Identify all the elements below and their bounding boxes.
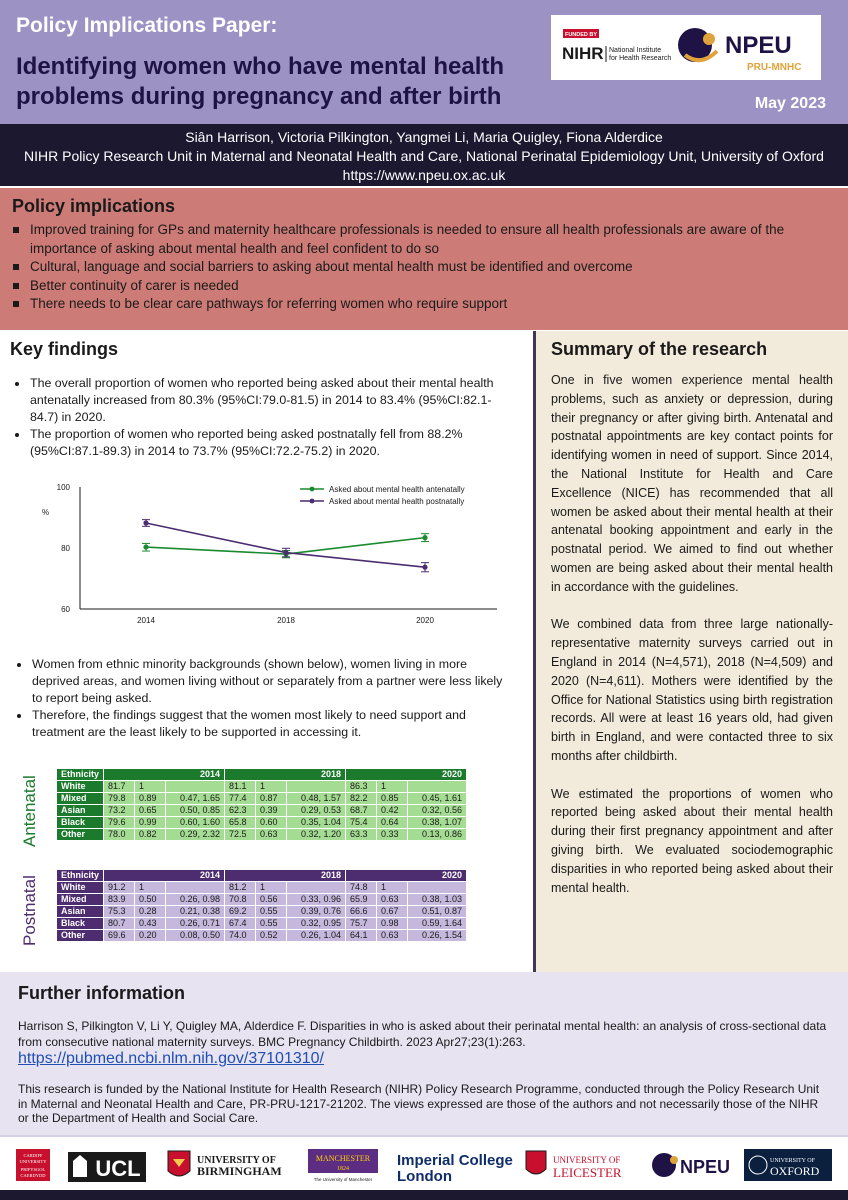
finding-bullet: Women from ethnic minority backgrounds (shown below), women living in more deprived areas, and women living without or separately from a partner were less likely to report being asked.	[14, 656, 504, 707]
table-cell	[287, 781, 345, 792]
table-header-row	[57, 769, 466, 780]
table-row	[57, 894, 466, 905]
table-cell: 0.82	[135, 829, 165, 840]
table-row	[57, 918, 466, 929]
table-cell: 0.63	[377, 894, 407, 905]
table-cell: 1	[256, 781, 286, 792]
manchester-logo	[308, 1149, 378, 1182]
oxford-logo	[744, 1149, 832, 1181]
table-cell: 0.38, 1.07	[408, 817, 466, 828]
table-cell: 0.60	[256, 817, 286, 828]
table-row-label: Asian	[57, 906, 103, 917]
further-information-section	[0, 972, 848, 1135]
table-row	[57, 882, 466, 893]
authors-bar	[0, 124, 848, 186]
table-year-header: 2018	[225, 769, 345, 780]
table-cell: 75.3	[104, 906, 134, 917]
table-row	[57, 805, 466, 816]
table-cell: 0.42	[377, 805, 407, 816]
table-cell: 72.5	[225, 829, 255, 840]
table-cell: 70.8	[225, 894, 255, 905]
oxford-text-1: UNIVERSITY OF	[770, 1158, 815, 1164]
npeu-sub: PRU-MNHC	[747, 62, 802, 73]
leicester-text-1: UNIVERSITY OF	[553, 1155, 621, 1165]
policy-bullet-list	[12, 221, 836, 314]
table-cell: 1	[135, 781, 165, 792]
table-cell: 1	[256, 882, 286, 893]
chart-series-group	[142, 520, 429, 572]
table-cell: 0.65	[135, 805, 165, 816]
table-cell: 0.32, 1.20	[287, 829, 345, 840]
finding-bullet: The proportion of women who reported being asked postnatally fell from 88.2% (95%CI:87.1-89.3) in 2014 to 73.7% (95%CI:72.2-75.2) in 2020.	[12, 426, 502, 460]
table-cell: 78.0	[104, 829, 134, 840]
imperial-text-1: Imperial College	[397, 1152, 513, 1169]
table-year-header: 2020	[346, 870, 466, 881]
data-point	[283, 550, 288, 555]
table-row-label: White	[57, 781, 103, 792]
table-cell: 0.43	[135, 918, 165, 929]
table-cell: 0.45, 1.61	[408, 793, 466, 804]
data-point	[143, 520, 148, 525]
y-tick-label: 80	[61, 544, 70, 553]
cardiff-text-3: PRIFYSGOL	[20, 1167, 46, 1172]
antenatal-side-label: Antenatal	[20, 775, 39, 847]
legend-label: Asked about mental health antenatally	[329, 485, 465, 494]
key-findings-section	[0, 331, 533, 972]
table-row-label: White	[57, 882, 103, 893]
citation-text: Harrison S, Pilkington V, Li Y, Quigley MA, Alderdice F. Disparities in who is asked about their perinatal mental health: an analysis of cross-sectional data from consecutive national maternity surveys. BMC Pregnancy Childbirth. 2023 Apr27;23(1):263.	[18, 1019, 827, 1049]
author-url[interactable]: https://www.npeu.ox.ac.uk	[342, 167, 506, 183]
table-cell: 79.8	[104, 793, 134, 804]
table-cell: 0.20	[135, 930, 165, 941]
table-row-label: Black	[57, 817, 103, 828]
table-cell: 0.26, 0.98	[166, 894, 224, 905]
postnatal-side-label: Postnatal	[20, 875, 39, 946]
table-cell: 75.4	[346, 817, 376, 828]
table-cell: 0.55	[256, 906, 286, 917]
author-affiliation: NIHR Policy Research Unit in Maternal and Neonatal Health and Care, National Perinatal Epidemiology Unit, University of Oxford	[24, 148, 824, 164]
table-row	[57, 930, 466, 941]
table-cell: 81.2	[225, 882, 255, 893]
table-cell: 0.55	[256, 918, 286, 929]
policy-bullet: Cultural, language and social barriers to asking about mental health must be identified and overcome	[12, 258, 836, 277]
y-axis-label: %	[42, 508, 50, 517]
publication-date: May 2023	[754, 95, 826, 112]
table-cell: 0.33, 0.96	[287, 894, 345, 905]
table-cell: 69.2	[225, 906, 255, 917]
table-cell: 0.21, 0.38	[166, 906, 224, 917]
summary-paragraph: We combined data from three large nationally-representative maternity surveys carried out in England in 2014 (N=4,571), 2018 (N=4,509) and 2020 (N=4,611). Mothers were identified by the Office for National Statistics using birth registration records. All were at least 16 years old, had given birth in England, and were contacted three to six months after childbirth.	[551, 617, 833, 763]
table-cell: 77.4	[225, 793, 255, 804]
table-header-row	[57, 870, 466, 881]
nihr-logo	[562, 29, 671, 63]
manchester-wordmark: MANCHESTER	[315, 1154, 371, 1163]
table-row	[57, 781, 466, 792]
y-tick-label: 60	[61, 605, 70, 614]
table-cell: 0.99	[135, 817, 165, 828]
table-cell: 0.87	[256, 793, 286, 804]
table-row	[57, 793, 466, 804]
table-cell: 0.26, 1.04	[287, 930, 345, 941]
table-year-header: 2014	[104, 769, 224, 780]
ucl-wordmark: UCL	[95, 1156, 141, 1181]
table-cell: 62.3	[225, 805, 255, 816]
table-cell	[408, 882, 466, 893]
birmingham-text-1: UNIVERSITY OF	[197, 1155, 276, 1166]
table-cell: 0.98	[377, 918, 407, 929]
table-cell: 74.0	[225, 930, 255, 941]
table-cell: 0.39	[256, 805, 286, 816]
table-row-label: Mixed	[57, 793, 103, 804]
header-logos	[551, 15, 821, 80]
table-cell: 0.67	[377, 906, 407, 917]
nihr-subtext-2: for Health Research	[609, 55, 672, 62]
antenatal-table	[56, 768, 467, 841]
summary-paragraph: One in five women experience mental health problems, such as anxiety or depression, during their pregnancy or after giving birth. Antenatal and postnatal appointments are key contact points for identifying women in need of support. Since 2014, the National Institute for Health and Care Excellence (NICE) has recommended that all women be asked about their mental health at their antenatal booking appointment and early in the postnatal period. We aimed to find out whether women are being asked about their mental health in accordance with the guidelines.	[551, 373, 833, 594]
table-cell: 0.26, 1.54	[408, 930, 466, 941]
table-cell: 1	[135, 882, 165, 893]
table-cell: 81.7	[104, 781, 134, 792]
table-cell: 0.35, 1.04	[287, 817, 345, 828]
table-cell: 63.3	[346, 829, 376, 840]
table-cell: 1	[377, 781, 407, 792]
nihr-funded-label: FUNDED BY	[564, 32, 598, 38]
table-cell: 81.1	[225, 781, 255, 792]
npeu-logo	[678, 28, 801, 73]
policy-heading: Policy implications	[12, 196, 176, 216]
partner-logos	[0, 1137, 848, 1192]
series-line	[146, 523, 425, 567]
table-cell: 0.48, 1.57	[287, 793, 345, 804]
table-header-label: Ethnicity	[57, 870, 103, 881]
nihr-wordmark: NIHR	[562, 44, 604, 63]
table-cell: 0.26, 0.71	[166, 918, 224, 929]
table-cell	[408, 781, 466, 792]
table-cell: 74.8	[346, 882, 376, 893]
table-cell: 0.56	[256, 894, 286, 905]
table-cell: 0.63	[377, 930, 407, 941]
postnatal-table	[56, 869, 467, 942]
table-cell: 0.29, 2.32	[166, 829, 224, 840]
chart-legend	[300, 485, 465, 506]
table-cell: 80.7	[104, 918, 134, 929]
key-findings-list-bottom	[14, 656, 504, 741]
data-point	[422, 565, 427, 570]
funding-statement: This research is funded by the National Institute for Health Research (NIHR) Policy Research Programme, conducted through the Policy Research Unit in Maternal and Neonatal Health and Care, PR-PRU-1217-21202. The views expressed are those of the authors and not necessarily those of the NIHR or the Department of Health and Social Care.	[18, 1082, 820, 1125]
manchester-sub: The University of Manchester	[313, 1177, 373, 1182]
table-cell: 0.63	[256, 829, 286, 840]
page-title: Identifying women who have mental health problems during pregnancy and after birth	[16, 53, 505, 110]
legend-label: Asked about mental health postnatally	[329, 497, 465, 506]
table-cell: 86.3	[346, 781, 376, 792]
policy-bullet: Better continuity of carer is needed	[12, 277, 836, 296]
table-cell: 0.50	[135, 894, 165, 905]
leicester-logo	[526, 1151, 622, 1180]
table-cell: 91.2	[104, 882, 134, 893]
x-tick-label: 2018	[277, 616, 295, 625]
imperial-logo	[397, 1152, 513, 1185]
data-point	[422, 535, 427, 540]
npeu-wordmark: NPEU	[725, 32, 792, 59]
table-cell	[287, 882, 345, 893]
table-cell: 0.52	[256, 930, 286, 941]
table-cell: 0.59, 1.64	[408, 918, 466, 929]
header-banner	[0, 0, 848, 124]
summary-body	[551, 371, 833, 916]
table-cell: 82.2	[346, 793, 376, 804]
key-findings-list-top	[12, 375, 502, 460]
table-row	[57, 906, 466, 917]
table-cell: 0.32, 0.95	[287, 918, 345, 929]
table-row-label: Black	[57, 918, 103, 929]
footer-bar	[0, 1190, 848, 1200]
table-cell: 65.9	[346, 894, 376, 905]
table-cell: 0.39, 0.76	[287, 906, 345, 917]
table-row-label: Other	[57, 930, 103, 941]
npeu-footer-logo	[652, 1153, 730, 1177]
key-findings-heading: Key findings	[10, 339, 119, 359]
further-heading: Further information	[18, 983, 185, 1003]
table-cell: 0.50, 0.85	[166, 805, 224, 816]
table-row	[57, 829, 466, 840]
table-row	[57, 817, 466, 828]
table-cell: 1	[377, 882, 407, 893]
table-cell: 64.1	[346, 930, 376, 941]
author-names: Siân Harrison, Victoria Pilkington, Yangmei Li, Maria Quigley, Fiona Alderdice	[185, 129, 663, 145]
finding-bullet: Therefore, the findings suggest that the women most likely to need support and treatment are the least likely to be supported in accessing it.	[14, 707, 504, 741]
line-chart	[32, 477, 502, 637]
table-row-label: Other	[57, 829, 103, 840]
policy-implications-section	[0, 188, 848, 330]
x-tick-label: 2014	[137, 616, 155, 625]
table-cell: 0.13, 0.86	[408, 829, 466, 840]
nihr-subtext-1: National Institute	[609, 47, 662, 54]
legend-marker	[310, 487, 315, 492]
table-cell: 75.7	[346, 918, 376, 929]
table-row-label: Mixed	[57, 894, 103, 905]
table-cell: 0.33	[377, 829, 407, 840]
table-cell	[166, 781, 224, 792]
table-cell: 0.38, 1.03	[408, 894, 466, 905]
x-tick-label: 2020	[416, 616, 434, 625]
table-row-label: Asian	[57, 805, 103, 816]
table-cell: 0.08, 0.50	[166, 930, 224, 941]
paper-type-label: Policy Implications Paper:	[16, 14, 278, 37]
table-cell: 69.6	[104, 930, 134, 941]
table-year-header: 2018	[225, 870, 345, 881]
table-cell: 83.9	[104, 894, 134, 905]
policy-bullet: There needs to be clear care pathways for referring women who require support	[12, 295, 836, 314]
summary-heading: Summary of the research	[551, 339, 768, 359]
footer-logos	[0, 1135, 848, 1200]
imperial-text-2: London	[397, 1168, 452, 1185]
npeu-footer-wordmark: NPEU	[680, 1157, 731, 1177]
table-header-label: Ethnicity	[57, 769, 103, 780]
cardiff-text-1: CARDIFF	[23, 1153, 43, 1158]
ucl-logo	[68, 1152, 146, 1182]
leicester-text-2: LEICESTER	[553, 1165, 622, 1180]
cardiff-text-2: UNIVERSITY	[19, 1159, 47, 1164]
table-cell: 0.89	[135, 793, 165, 804]
summary-paragraph: We estimated the proportions of women who reported being asked about their mental health during their first pregnancy appointment and after giving birth. We evaluated sociodemographic disparities in who reported being asked about their mental health.	[551, 786, 833, 895]
data-point	[143, 544, 148, 549]
table-cell: 0.85	[377, 793, 407, 804]
table-cell: 66.6	[346, 906, 376, 917]
birmingham-logo	[168, 1151, 282, 1178]
table-cell: 67.4	[225, 918, 255, 929]
table-cell: 73.2	[104, 805, 134, 816]
pubmed-link[interactable]: https://pubmed.ncbi.nlm.nih.gov/37101310/	[18, 1050, 324, 1067]
y-tick-label: 100	[56, 483, 70, 492]
cardiff-logo	[16, 1149, 50, 1181]
table-cell	[166, 882, 224, 893]
policy-bullet: Improved training for GPs and maternity healthcare professionals is needed to ensure all health professionals are aware of the importance of asking about mental health and feel confident to do so	[12, 221, 836, 258]
table-cell: 65.8	[225, 817, 255, 828]
table-cell: 0.51, 0.87	[408, 906, 466, 917]
table-cell: 0.28	[135, 906, 165, 917]
finding-bullet: The overall proportion of women who reported being asked about their mental health antenatally increased from 80.3% (95%CI:79.0-81.5) in 2014 to 83.4% (95%CI:82.1-84.7) in 2020.	[12, 375, 502, 426]
table-year-header: 2020	[346, 769, 466, 780]
table-year-header: 2014	[104, 870, 224, 881]
legend-marker	[310, 499, 315, 504]
table-cell: 0.29, 0.53	[287, 805, 345, 816]
table-cell: 0.60, 1.60	[166, 817, 224, 828]
birmingham-text-2: BIRMINGHAM	[197, 1164, 282, 1178]
table-cell: 0.32, 0.56	[408, 805, 466, 816]
table-cell: 68.7	[346, 805, 376, 816]
manchester-year: 1824	[337, 1166, 349, 1172]
summary-section	[536, 331, 848, 972]
table-cell: 0.64	[377, 817, 407, 828]
header-logo-panel	[551, 15, 821, 80]
table-cell: 79.6	[104, 817, 134, 828]
table-cell: 0.47, 1.65	[166, 793, 224, 804]
cardiff-text-4: CAERDYDD	[20, 1173, 46, 1178]
oxford-text-2: OXFORD	[770, 1164, 820, 1178]
